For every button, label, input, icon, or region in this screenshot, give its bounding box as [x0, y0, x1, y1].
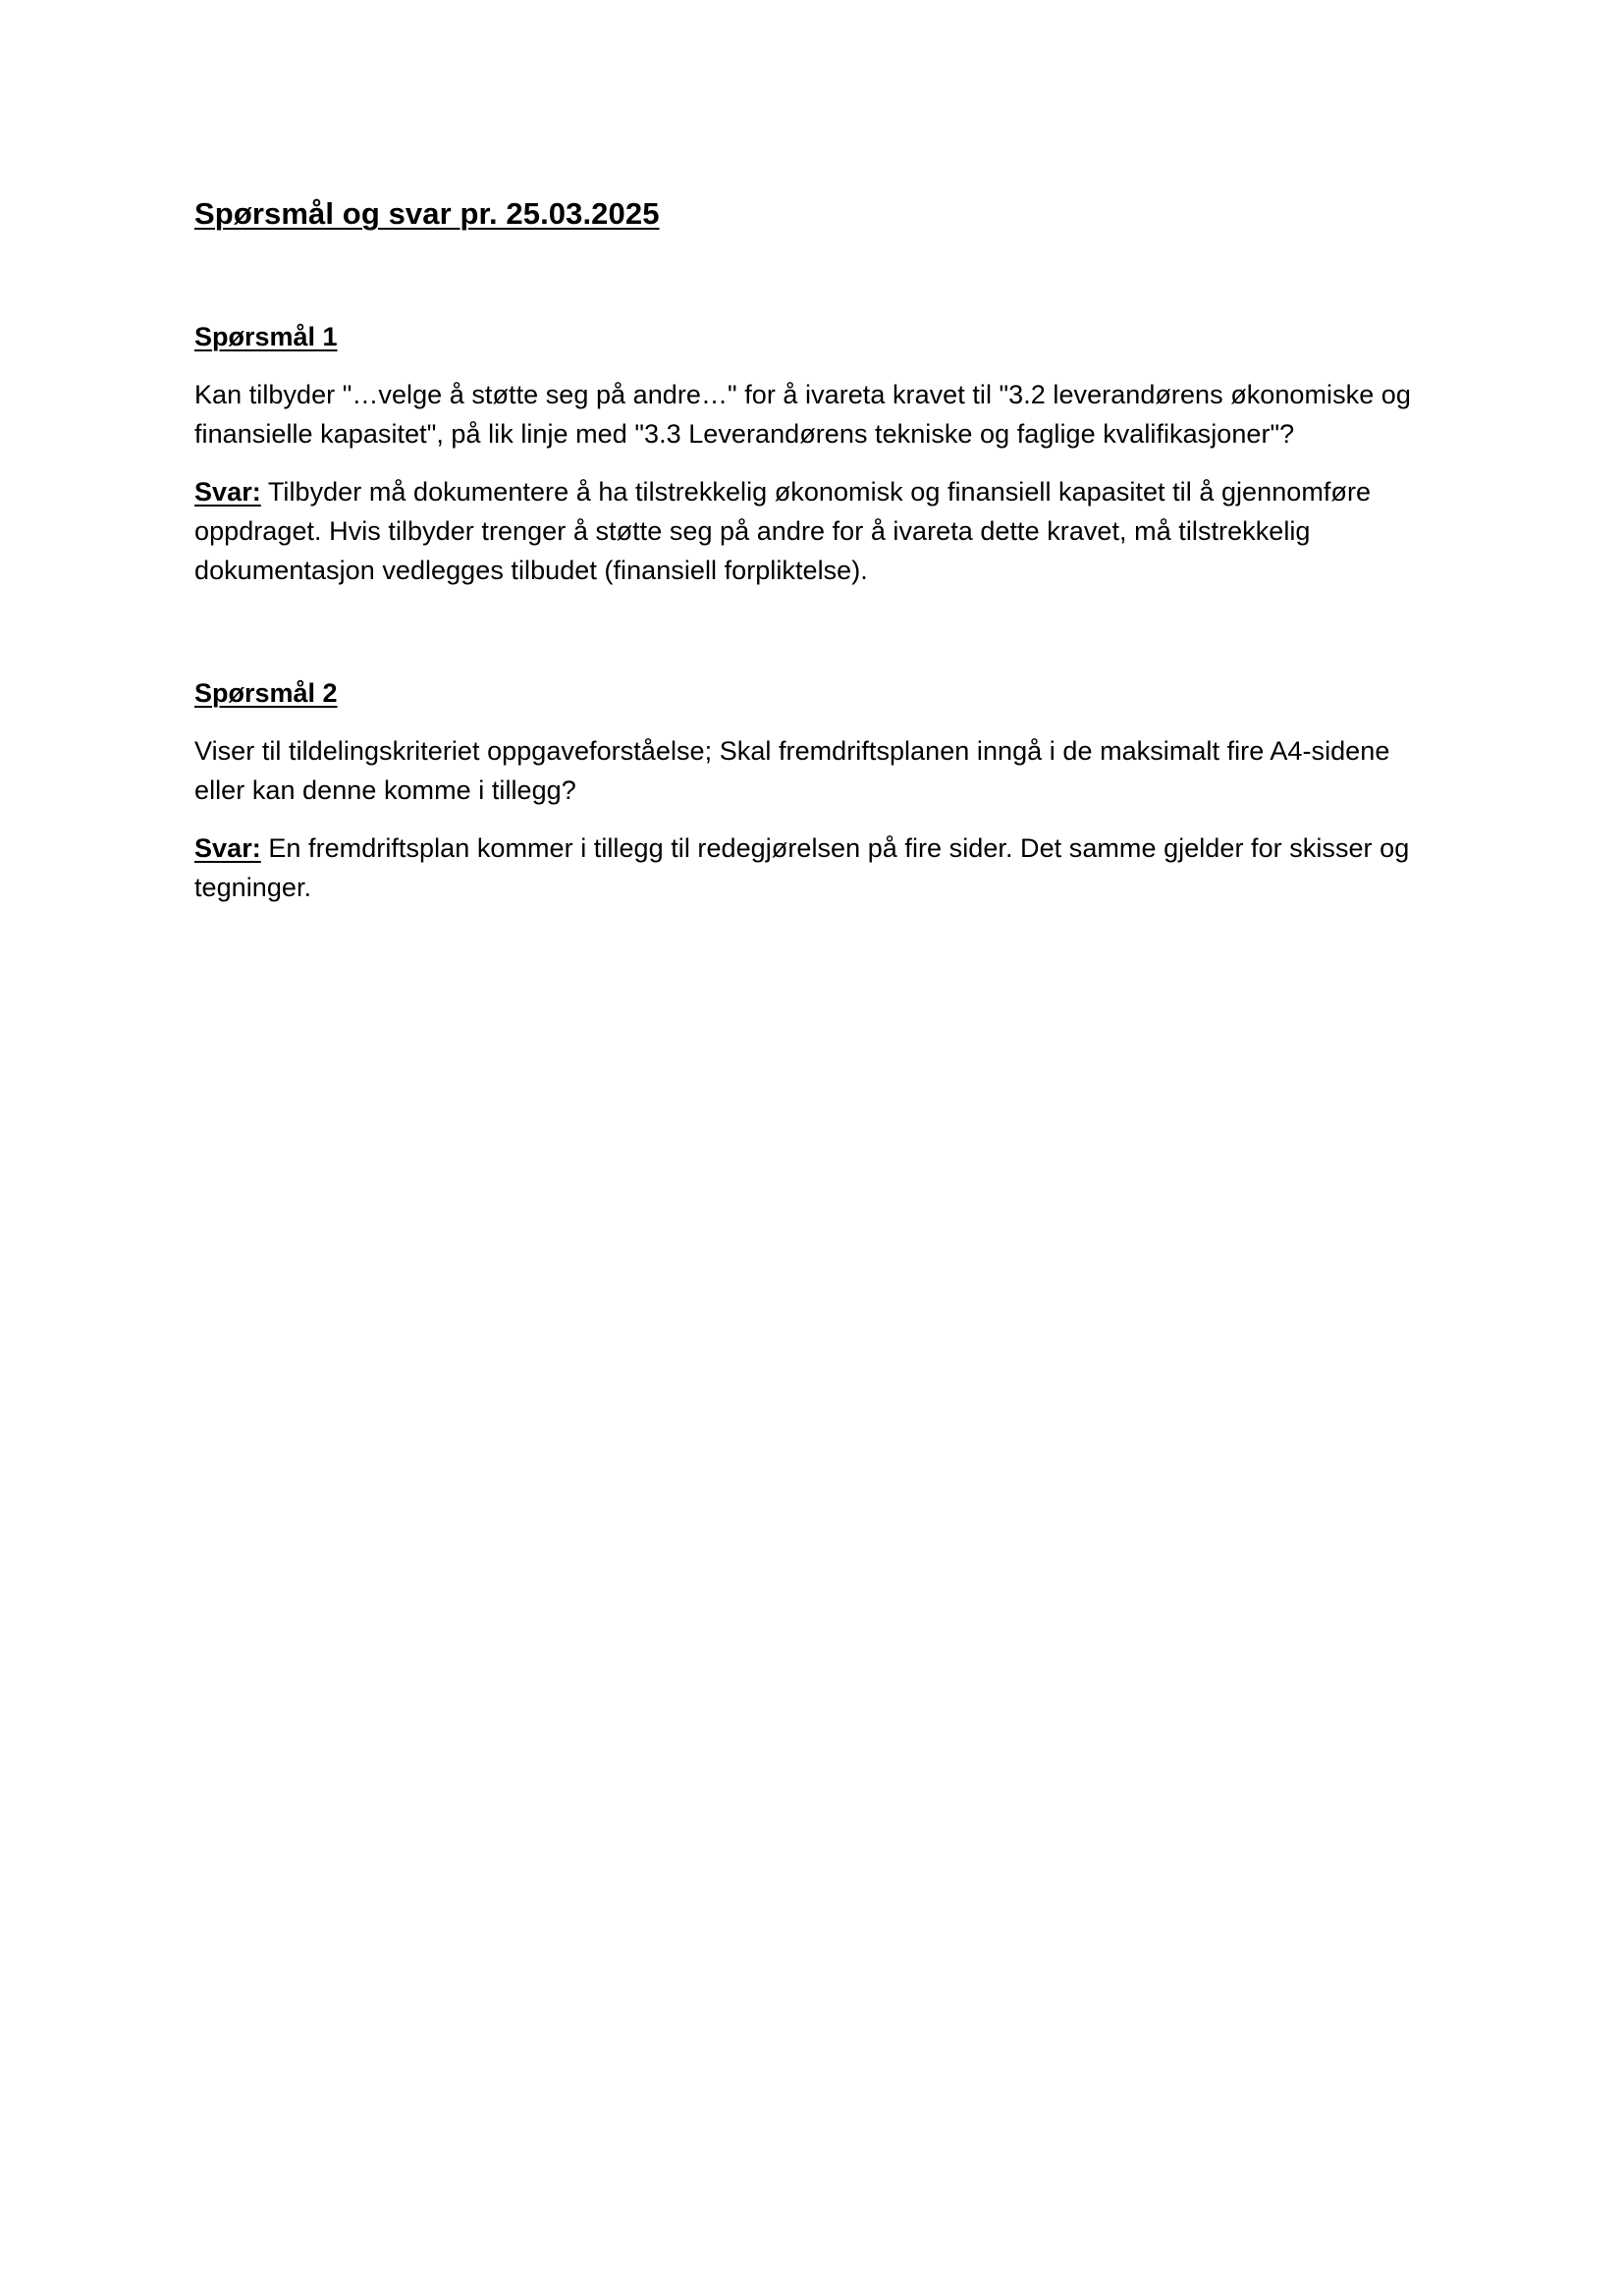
document-content: [194, 192, 1432, 907]
answer-text-2: En fremdriftsplan kommer i tillegg til redegjørelsen på fire sider. Det samme gjelder for skisser og tegninger.: [194, 833, 1410, 902]
answer-label-2: Svar:: [194, 833, 261, 863]
document-title: Spørsmål og svar pr. 25.03.2025: [194, 196, 660, 231]
answer-text-1: Tilbyder må dokumentere å ha tilstrekkelig økonomisk og finansiell kapasitet til å gjennomføre oppdraget. Hvis tilbyder trenger å støtte seg på andre for å ivareta dette kravet, må tilstrekkelig dokumentasjon vedlegges tilbudet (finansiell forpliktelse).: [194, 477, 1372, 585]
answer-label-1: Svar:: [194, 477, 261, 507]
answer-paragraph-1: [194, 472, 1432, 590]
question-section-1: [194, 318, 1432, 590]
question-text-2: Viser til tildelingskriteriet oppgaveforståelse; Skal fremdriftsplanen inngå i de maksimalt fire A4-sidene eller kan denne komme i tillegg?: [194, 736, 1390, 805]
question-heading-2: Spørsmål 2: [194, 678, 338, 708]
answer-paragraph-2: [194, 828, 1432, 907]
question-heading-1: Spørsmål 1: [194, 322, 338, 351]
question-section-2: [194, 674, 1432, 907]
question-text-1: Kan tilbyder "…velge å støtte seg på andre…" for å ivareta kravet til "3.2 leverandørens økonomiske og finansielle kapasitet", på lik linje med "3.3 Leverandørens tekniske og faglige kvalifikasjoner"?: [194, 380, 1411, 449]
